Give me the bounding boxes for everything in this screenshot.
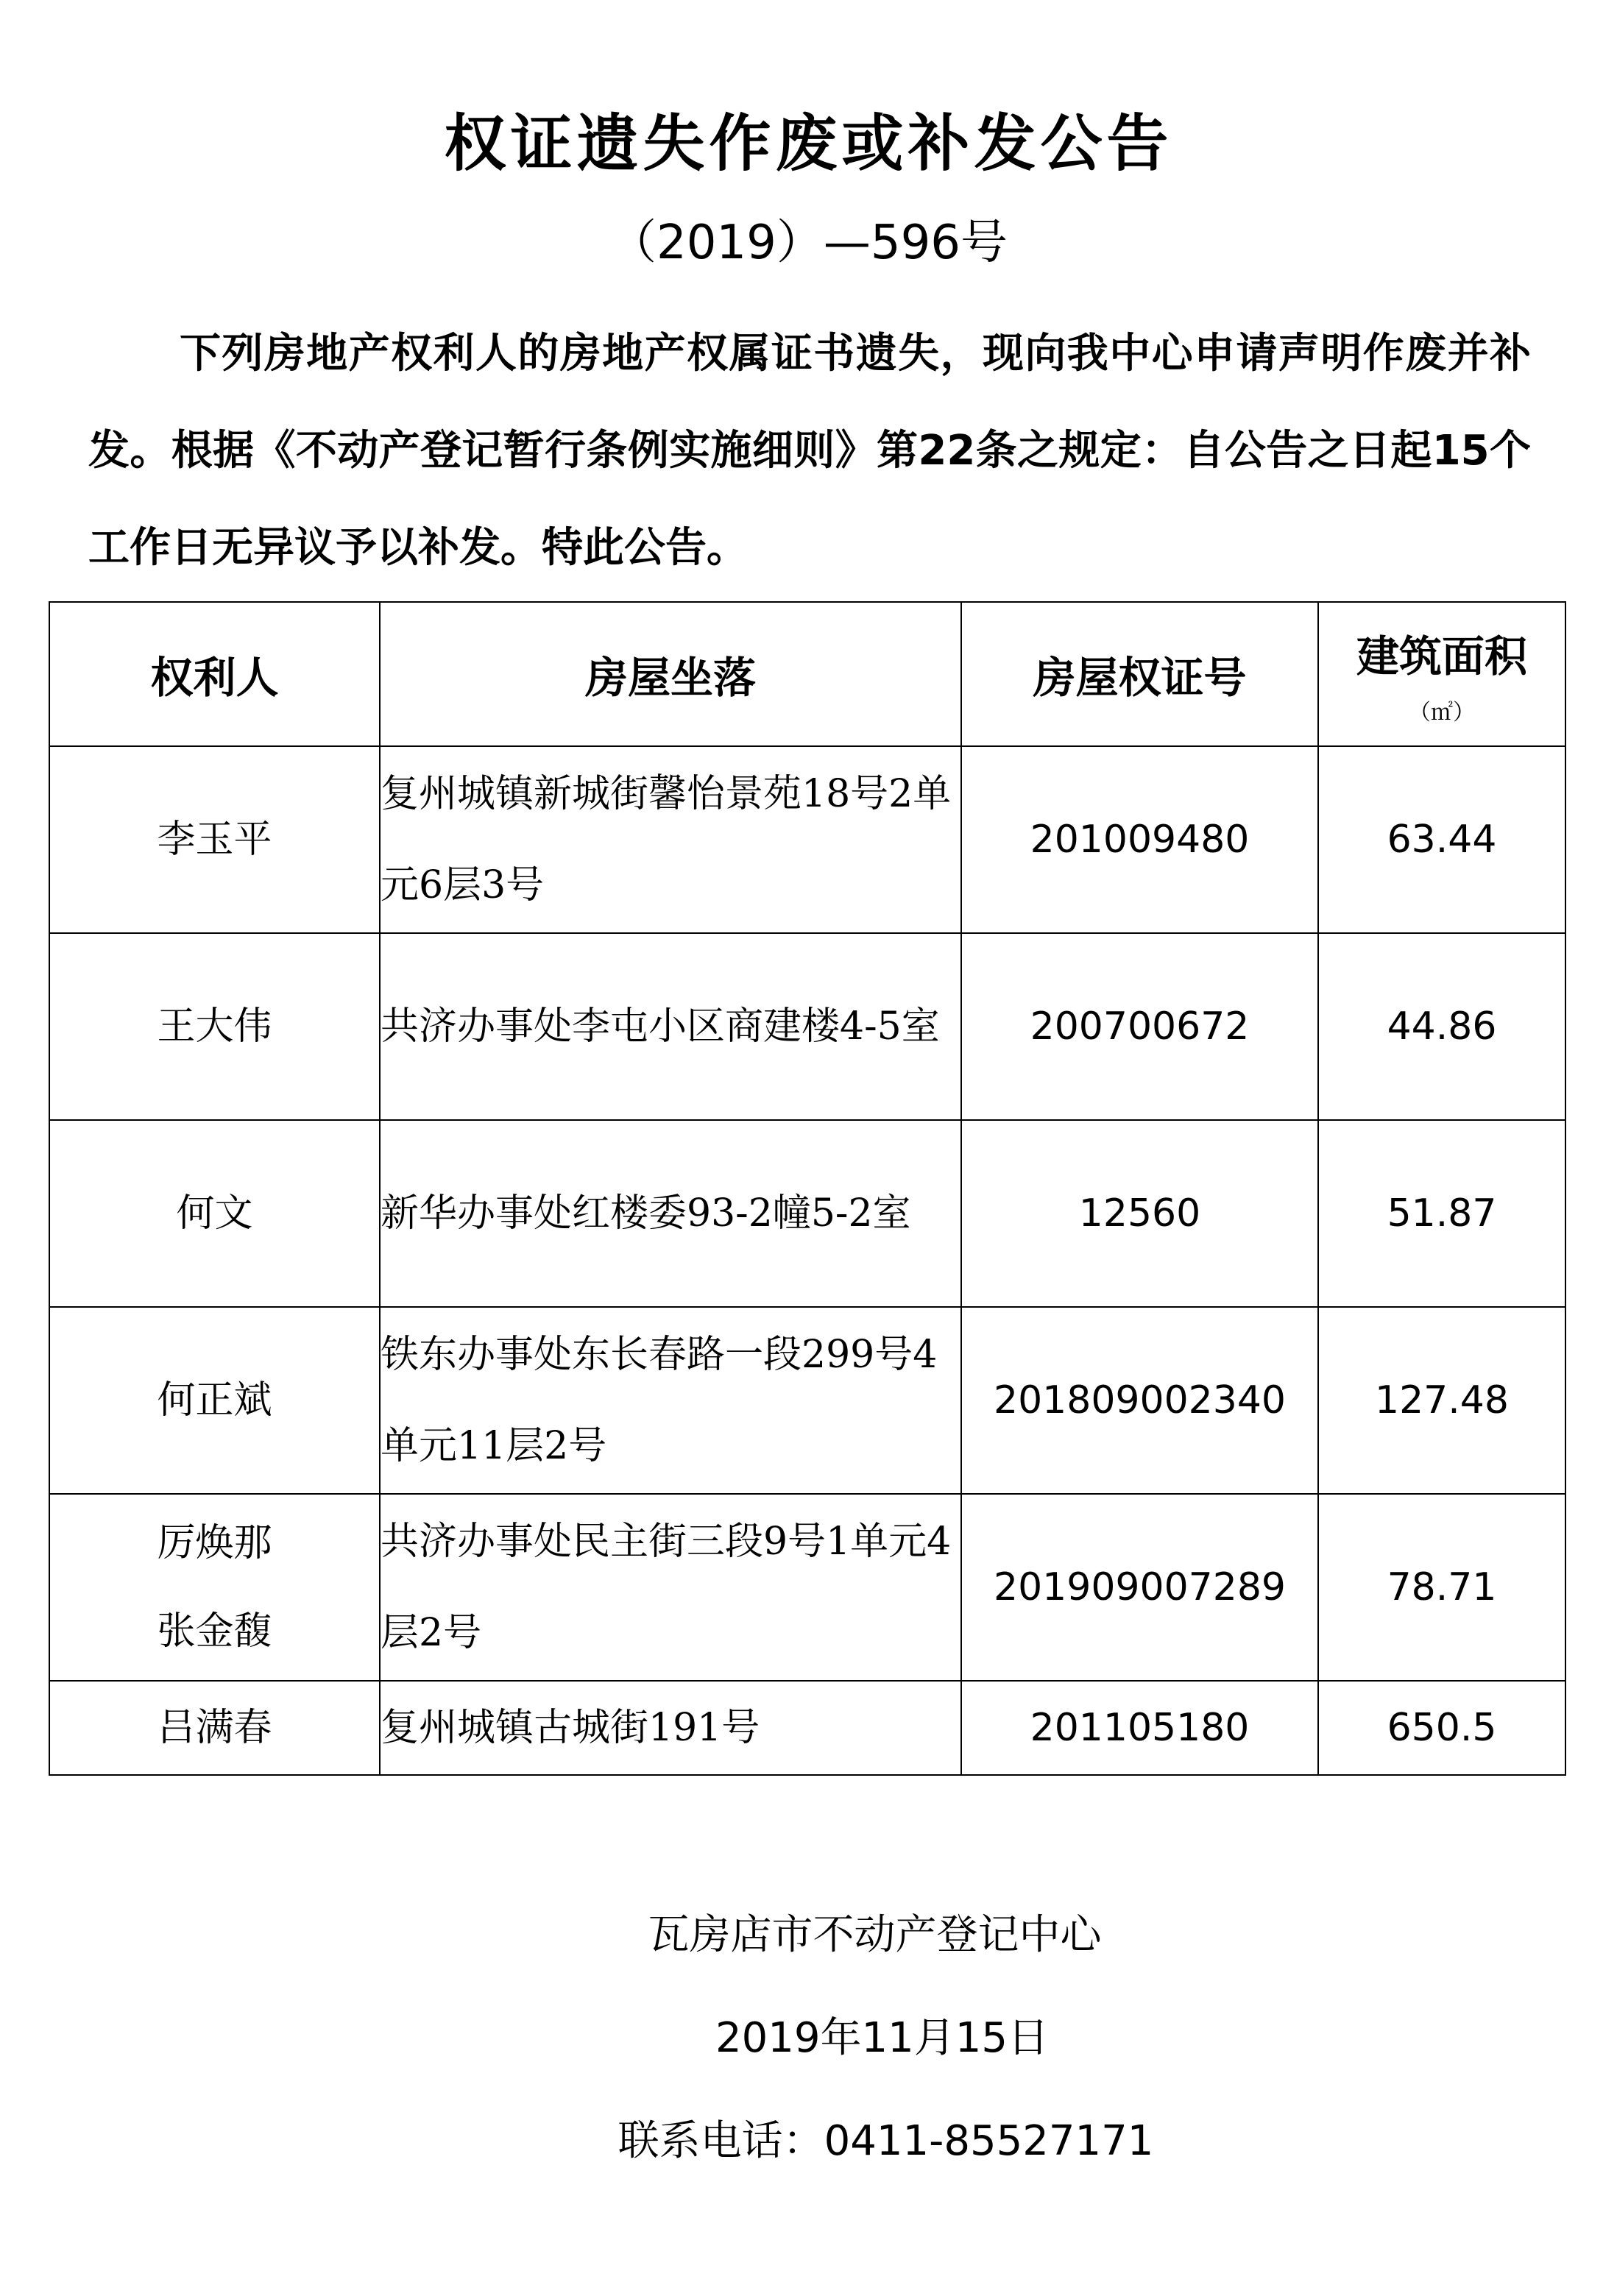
address-cell: 复州城镇古城街191号 (380, 1681, 961, 1775)
owner-name: 李玉平 (157, 818, 272, 862)
owner-cell (49, 1307, 380, 1494)
address-cell: 新华办事处红楼委93-2幢5-2室 (380, 1120, 961, 1307)
header-cert: 房屋权证号 (961, 602, 1318, 746)
area-cell: 78.71 (1318, 1494, 1565, 1681)
address-cell: 共济办事处民主街三段9号1单元4层2号 (380, 1494, 961, 1681)
header-owner: 权利人 (49, 602, 380, 746)
table-row (49, 1681, 1565, 1775)
table-row (49, 746, 1565, 933)
owner-name: 张金馥 (157, 1609, 272, 1654)
owner-cell (49, 933, 380, 1120)
owner-name: 何正斌 (157, 1378, 272, 1422)
owner-cell (49, 1494, 380, 1681)
header-area-unit: （㎡） (1409, 700, 1475, 726)
table-header-row (49, 602, 1565, 746)
cert-cell: 201105180 (961, 1681, 1318, 1775)
owner-name: 王大伟 (157, 1005, 272, 1049)
table-row (49, 1494, 1565, 1681)
area-cell: 127.48 (1318, 1307, 1565, 1494)
cert-cell: 12560 (961, 1120, 1318, 1307)
area-cell: 63.44 (1318, 746, 1565, 933)
cert-cell: 200700672 (961, 933, 1318, 1120)
owner-name: 何文 (176, 1191, 253, 1236)
owner-name: 吕满春 (157, 1706, 272, 1750)
owner-cell (49, 1120, 380, 1307)
records-table (49, 601, 1566, 1776)
table-row (49, 933, 1565, 1120)
issue-date: 2019年11月15日 (715, 2014, 1050, 2062)
address-cell: 复州城镇新城街馨怡景苑18号2单元6层3号 (380, 746, 961, 933)
notice-number: （2019）—596号 (609, 216, 1008, 270)
table-row (49, 1120, 1565, 1307)
cert-cell: 201809002340 (961, 1307, 1318, 1494)
address-cell: 共济办事处李屯小区商建楼4-5室 (380, 933, 961, 1120)
notice-title: 权证遗失作废或补发公告 (444, 107, 1173, 180)
owner-cell (49, 746, 380, 933)
header-area (1318, 602, 1565, 746)
owner-name: 厉焕那 (157, 1521, 272, 1565)
header-address: 房屋坐落 (380, 602, 961, 746)
area-cell: 44.86 (1318, 933, 1565, 1120)
owner-cell (49, 1681, 380, 1775)
header-area-label: 建筑面积 (1356, 631, 1527, 681)
table-row (49, 1307, 1565, 1494)
area-cell: 51.87 (1318, 1120, 1565, 1307)
notice-intro: 下列房地产权利人的房地产权属证书遗失，现向我中心申请声明作废并补发。根据《不动产登记暂行条例实施细则》第22条之规定：自公告之日起15个工作日无异议予以补发。特此公告。 (88, 330, 1531, 572)
contact-phone: 联系电话：0411-85527171 (618, 2117, 1154, 2165)
address-cell: 铁东办事处东长春路一段299号4单元11层2号 (380, 1307, 961, 1494)
issuing-organization: 瓦房店市不动产登记中心 (648, 1911, 1102, 1959)
cert-cell: 201909007289 (961, 1494, 1318, 1681)
area-cell: 650.5 (1318, 1681, 1565, 1775)
cert-cell: 201009480 (961, 746, 1318, 933)
